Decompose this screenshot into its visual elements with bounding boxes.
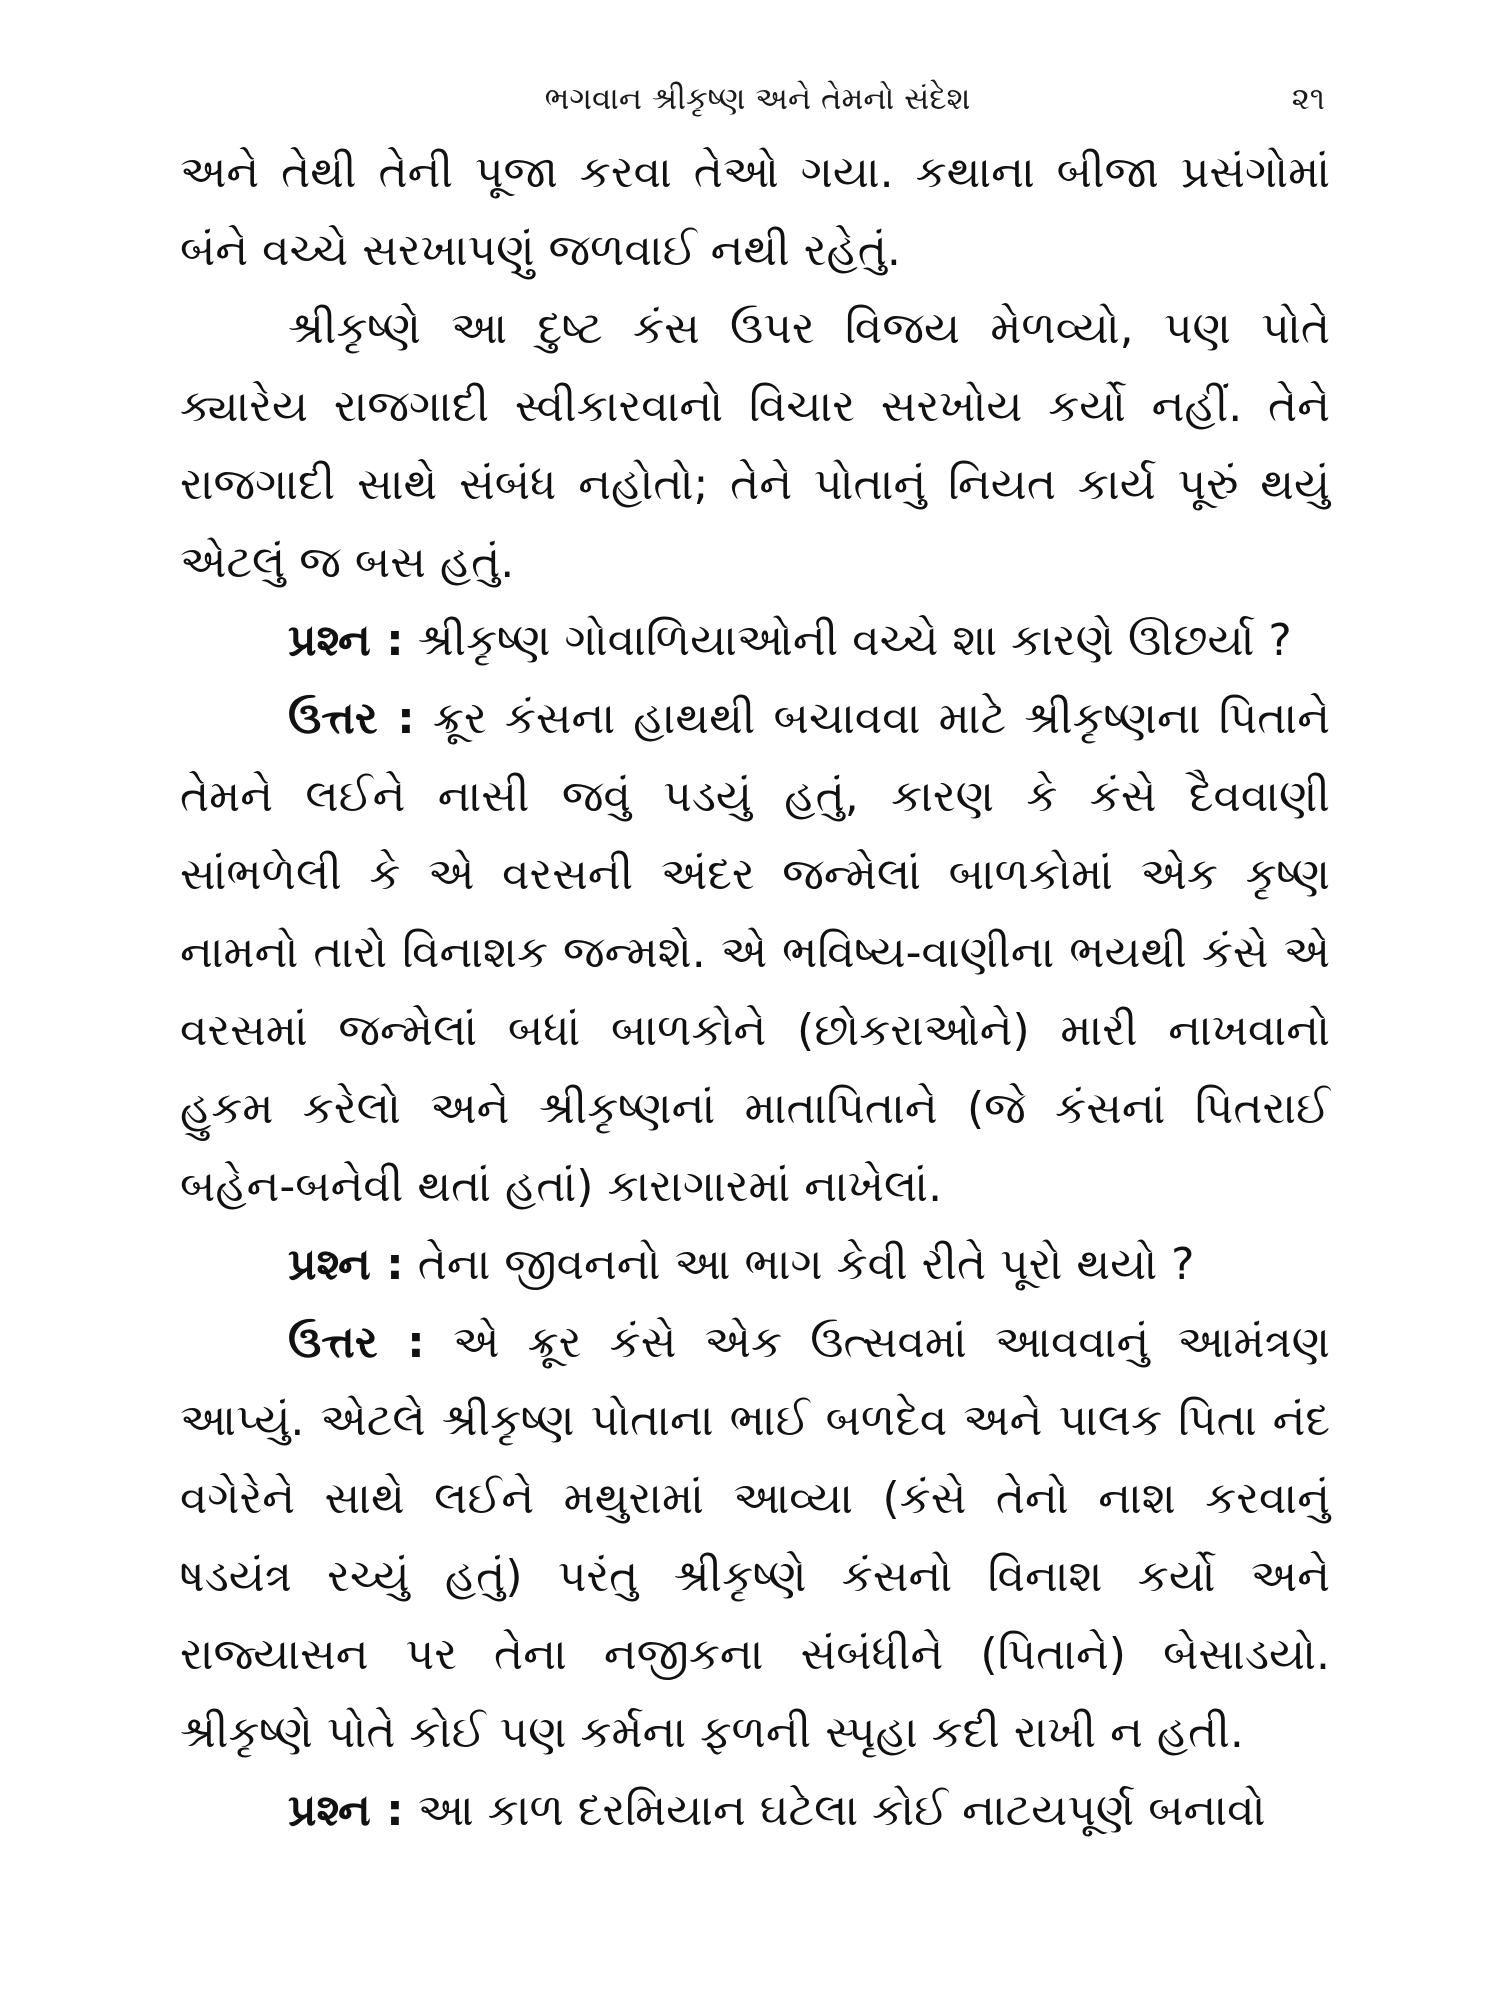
paragraph bbox=[180, 290, 1330, 602]
question-text: તેના જીવનનો આ ભાગ કેવી રીતે પૂરો થયો ? bbox=[417, 1239, 1195, 1290]
answer-text: એ ક્રૂર કંસે એક ઉત્સવમાં આવવાનું આમંત્રણ આપ્યું. એટલે શ્રીકૃષ્ણ પોતાના ભાઈ બળદેવ અને પાલક પિતા નંદ વગેરેને સાથે લઈને મથુરામાં આવ્યા (કંસે તેનો નાશ કરવાનું ષડયંત્ર રચ્યું હતું) પરંતુ શ્રીકૃષ્ણે કંસનો વિનાશ કર્યો અને રાજ્યાસન પર તેના નજીકના સંબંધીને (પિતાને) બેસાડયો. શ્રીકૃષ્ણે પોતે કોઈ પણ કર્મના ફળની સ્પૃહા કદી રાખી ન હતી. bbox=[180, 1317, 1330, 1758]
question-paragraph bbox=[180, 602, 1330, 680]
question-paragraph bbox=[180, 1226, 1330, 1304]
question-paragraph bbox=[180, 1772, 1330, 1850]
question-label: પ્રશ્ન : bbox=[288, 615, 404, 666]
paragraph-text: શ્રીકૃષ્ણે આ દુષ્ટ કંસ ઉપર વિજય મેળવ્યો, પણ પોતે ક્યારેય રાજગાદી સ્વીકારવાનો વિચાર સરખોય કર્યો નહીં. તેને રાજગાદી સાથે સંબંધ નહોતો; તેને પોતાનું નિયત કાર્ય પૂરું થયું એટલું જ બસ હતું. bbox=[180, 303, 1330, 588]
answer-label: ઉત્તર : bbox=[288, 1317, 425, 1368]
running-title: ભગવાન શ્રીકૃષ્ણ અને તેમનો સંદેશ bbox=[544, 81, 971, 117]
paragraph-continuation bbox=[180, 134, 1330, 290]
answer-paragraph bbox=[180, 1304, 1330, 1772]
running-header bbox=[190, 74, 1325, 124]
page-number: ૨૧ bbox=[1291, 81, 1325, 117]
body-text bbox=[180, 134, 1330, 1850]
answer-text: ક્રૂર કંસના હાથથી બચાવવા માટે શ્રીકૃષ્ણના પિતાને તેમને લઈને નાસી જવું પડયું હતું, કારણ કે કંસે દૈવવાણી સાંભળેલી કે એ વરસની અંદર જન્મેલાં બાળકોમાં એક કૃષ્ણ નામનો તારો વિનાશક જન્મશે. એ ભવિષ્ય-વાણીના ભયથી કંસે એ વરસમાં જન્મેલાં બધાં બાળકોને (છોકરાઓને) મારી નાખવાનો હુકમ કરેલો અને શ્રીકૃષ્ણનાં માતાપિતાને (જે કંસનાં પિતરાઈ બહેન-બનેવી થતાં હતાં) કારાગારમાં નાખેલાં. bbox=[180, 693, 1330, 1212]
paragraph-text: અને તેથી તેની પૂજા કરવા તેઓ ગયા. કથાના બીજા પ્રસંગોમાં બંને વચ્ચે સરખાપણું જળવાઈ નથી રહેતું. bbox=[180, 147, 1330, 276]
question-text: શ્રીકૃષ્ણ ગોવાળિયાઓની વચ્ચે શા કારણે ઊછર્યા ? bbox=[417, 615, 1292, 666]
answer-label: ઉત્તર : bbox=[288, 693, 415, 744]
question-label: પ્રશ્ન : bbox=[288, 1239, 404, 1290]
answer-paragraph bbox=[180, 680, 1330, 1226]
question-text: આ કાળ દરમિયાન ઘટેલા કોઈ નાટયપૂર્ણ બનાવો bbox=[417, 1785, 1266, 1836]
question-label: પ્રશ્ન : bbox=[288, 1785, 404, 1836]
